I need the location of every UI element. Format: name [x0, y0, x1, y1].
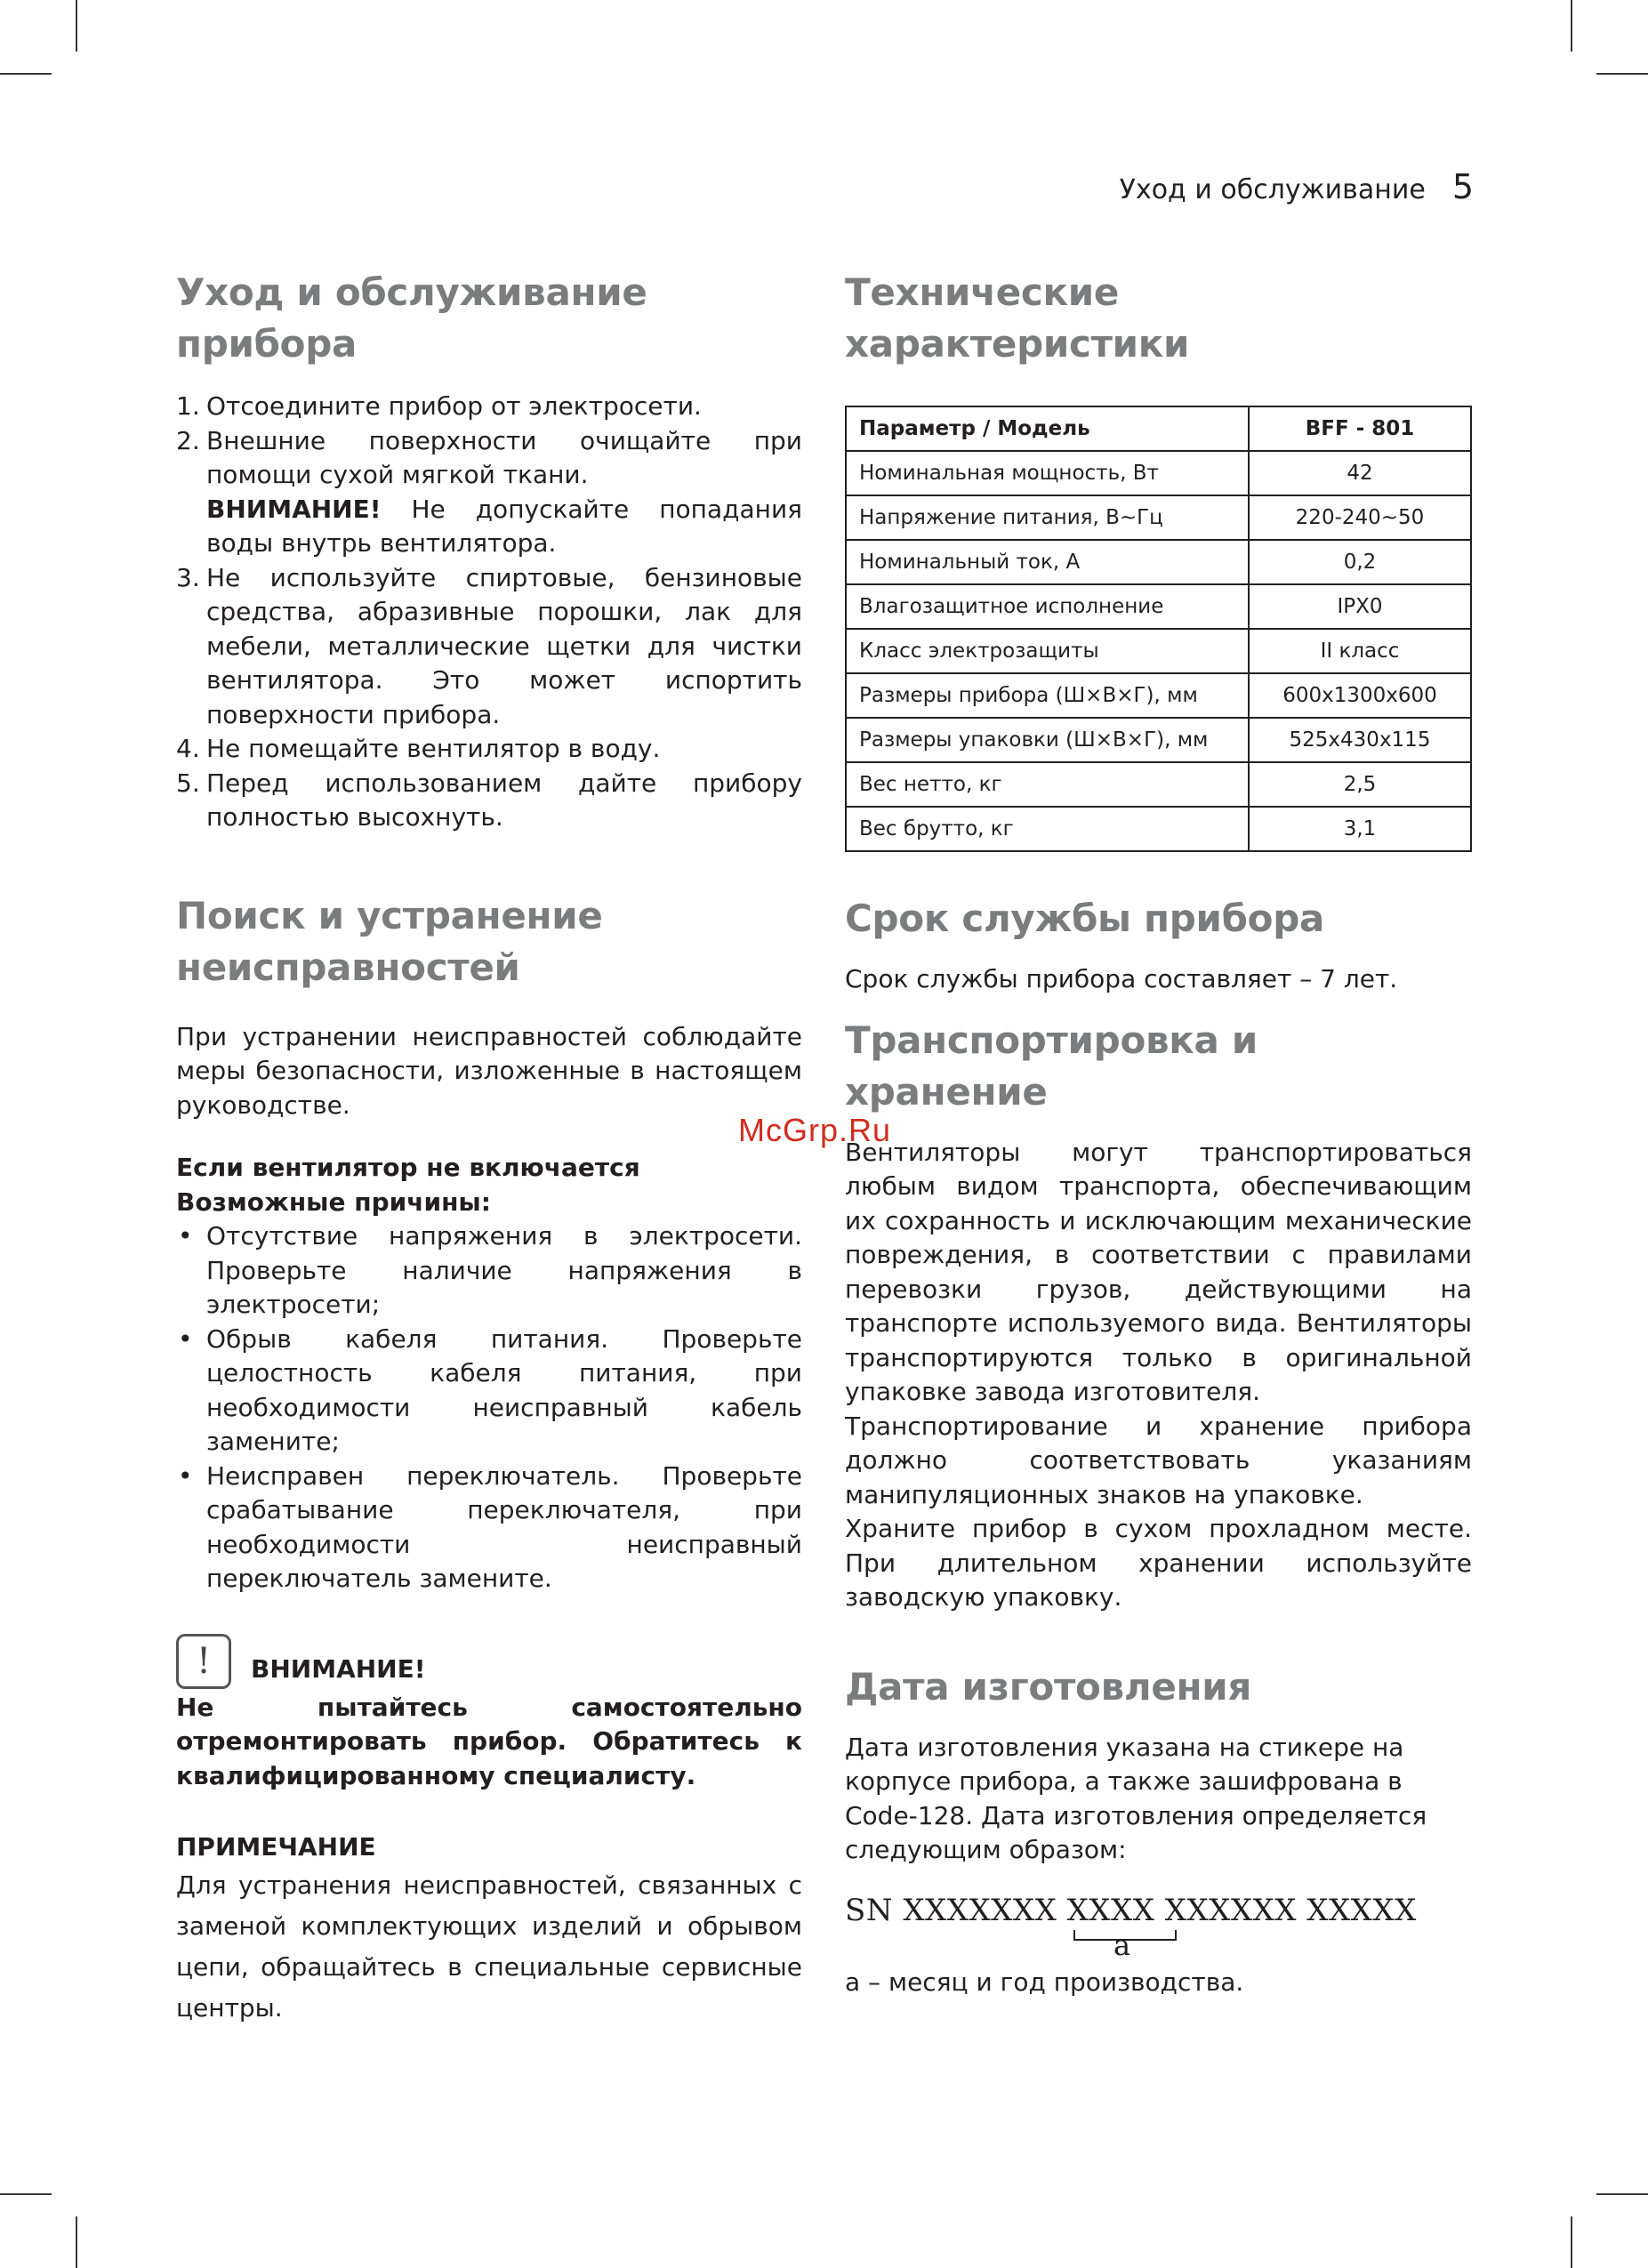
param-cell: Номинальная мощность, Вт: [846, 451, 1249, 495]
value-cell: 600x1300x600: [1249, 673, 1471, 718]
table-row: [846, 718, 1471, 762]
warning-text: Не допускайте попадания воды внутрь вентилятора.: [206, 494, 802, 558]
step-number: 4.: [176, 734, 200, 763]
header-cell-model: BFF - 801: [1249, 406, 1471, 451]
value-cell: 42: [1249, 451, 1471, 495]
value-cell: 2,5: [1249, 762, 1471, 807]
transport-paragraph-1: Вентиляторы могут транспортироваться любым видом транспорта, обеспечивающим их сохранность и исключающим механические повреждения, в соответствии с правилами перевозки грузов, действующими на транспорте используемого вида. Вентиляторы транспортируются только в оригинальной упаковке завода изготовителя.: [845, 1137, 1472, 1406]
causes-list: [176, 1219, 802, 1596]
list-item: [176, 1460, 802, 1596]
running-header: [1120, 167, 1474, 206]
table-row: [846, 762, 1471, 807]
table-row: [846, 451, 1471, 495]
left-column: [176, 267, 802, 2029]
list-item: [176, 561, 802, 733]
table-row: [846, 673, 1471, 718]
bullet: •: [178, 1221, 193, 1251]
warning-label: ВНИМАНИЕ!: [206, 494, 382, 524]
param-cell: Класс электрозащиты: [846, 629, 1249, 673]
table-row: [846, 540, 1471, 584]
step-number: 3.: [176, 562, 200, 592]
step-number: 1.: [176, 391, 200, 421]
value-cell: 220-240~50: [1249, 495, 1471, 540]
list-item: [176, 767, 802, 835]
step-text: Не помещайте вентилятор в воду.: [206, 734, 661, 763]
troubleshooting-intro: При устранении неисправностей соблюдайте меры безопасности, изложенные в настоящем руководстве.: [176, 1021, 802, 1120]
note-text: Для устранения неисправностей, связанных с заменой комплектующих изделий и обрывом цепи, обращайтесь в специальные сервисные центры.: [176, 1870, 802, 2023]
param-cell: Напряжение питания, В~Гц: [846, 495, 1249, 540]
date-marker: a: [1113, 1927, 1131, 1962]
crop-mark: [1596, 73, 1648, 75]
care-heading: Уход и обслуживание прибора: [176, 270, 647, 366]
note-title: ПРИМЕЧАНИЕ: [176, 1832, 376, 1862]
table-header-row: [846, 406, 1471, 451]
bullet: •: [178, 1460, 193, 1491]
step-text: Внешние поверхности очищайте при помощи сухой мягкой ткани.: [206, 425, 802, 489]
crop-mark: [76, 2216, 77, 2268]
manufacture-legend: а – месяц и год производства.: [845, 1966, 1244, 1997]
table-row: [846, 629, 1471, 673]
value-cell: 0,2: [1249, 540, 1471, 584]
right-column: [845, 267, 1472, 1999]
cause-text: Отсутствие напряжения в электросети. Проверьте наличие напряжения в электросети;: [206, 1221, 802, 1319]
list-item: [176, 1323, 802, 1460]
lifetime-text: Срок службы прибора составляет – 7 лет.: [845, 964, 1398, 993]
attention-block: [176, 1634, 802, 1794]
serial-pattern: SN XXXXXXX XXXX XXXXXX XXXXX: [845, 1892, 1417, 1928]
specs-heading: Технические характеристики: [845, 270, 1190, 366]
param-cell: Размеры упаковки (Ш×В×Г), мм: [846, 718, 1249, 762]
crop-mark: [76, 0, 77, 52]
crop-mark: [0, 73, 52, 75]
attention-label: ВНИМАНИЕ!: [251, 1653, 426, 1684]
transport-paragraph-3: Храните прибор в сухом прохладном месте. При длительном хранении используйте заводскую упаковку.: [845, 1514, 1472, 1612]
case-title: Если вентилятор не включается: [176, 1153, 640, 1182]
troubleshooting-heading: [176, 890, 802, 993]
list-item: [176, 732, 802, 767]
step-number: 2.: [176, 425, 200, 455]
table-row: [846, 584, 1471, 629]
cause-text: Неисправен переключатель. Проверьте срабатывание переключателя, при необходимости неисправный переключатель замените.: [206, 1460, 802, 1593]
step-number: 5.: [176, 768, 200, 798]
value-cell: 3,1: [1249, 807, 1471, 851]
heading-line: Поиск и устранение: [176, 893, 603, 937]
watermark: McGrp.Ru: [738, 1112, 892, 1148]
exclamation-icon: !: [176, 1634, 231, 1689]
list-item: [176, 1219, 802, 1323]
heading-line: неисправностей: [176, 945, 520, 989]
crop-mark: [1571, 0, 1572, 52]
causes-title: Возможные причины:: [176, 1186, 491, 1217]
list-item: [176, 424, 802, 561]
bullet: •: [178, 1323, 193, 1354]
section-title: Уход и обслуживание: [1119, 174, 1426, 205]
manufacture-text: Дата изготовления указана на стикере на корпусе прибора, а также зашифрована в Code-128. Дата изготовления определяется следующим образом:: [845, 1732, 1427, 1864]
transport-paragraph-2: Транспортирование и хранение прибора должно соответствовать указаниям манипуляционных знаков на упаковке.: [845, 1411, 1472, 1509]
step-text: Отсоедините прибор от электросети.: [206, 391, 702, 421]
crop-mark: [1571, 2216, 1572, 2268]
cause-text: Обрыв кабеля питания. Проверьте целостность кабеля питания, при необходимости неисправный кабель замените;: [206, 1323, 802, 1456]
step-text: Не используйте спиртовые, бензиновые средства, абразивные порошки, лак для мебели, металлические щетки для чистки вентилятора. Это может испортить поверхности прибора.: [206, 562, 802, 729]
page-number: 5: [1451, 167, 1474, 206]
param-cell: Номинальный ток, А: [846, 540, 1249, 584]
transport-heading: Транспортировка и хранение: [845, 1017, 1258, 1114]
crop-mark: [0, 2193, 52, 2195]
crop-mark: [1596, 2193, 1648, 2195]
attention-row: [176, 1634, 802, 1689]
param-cell: Вес брутто, кг: [846, 807, 1249, 851]
header-cell-param: Параметр / Модель: [846, 406, 1249, 451]
param-cell: Вес нетто, кг: [846, 762, 1249, 807]
value-cell: IPX0: [1249, 584, 1471, 629]
value-cell: 525x430x115: [1249, 718, 1471, 762]
table-row: [846, 495, 1471, 540]
manufacture-heading: Дата изготовления: [845, 1664, 1252, 1709]
value-cell: II класс: [1249, 629, 1471, 673]
care-steps: [176, 390, 802, 835]
lifetime-heading: Срок службы прибора: [845, 897, 1325, 940]
list-item: [176, 390, 802, 424]
param-cell: Размеры прибора (Ш×В×Г), мм: [846, 673, 1249, 718]
serial-diagram: [845, 1880, 1472, 1966]
attention-text: Не пытайтесь самостоятельно отремонтировать прибор. Обратитесь к квалифицированному специалисту.: [176, 1692, 802, 1790]
specs-table: [845, 406, 1472, 852]
table-row: [846, 807, 1471, 851]
param-cell: Влагозащитное исполнение: [846, 584, 1249, 629]
step-text: Перед использованием дайте прибору полностью высохнуть.: [206, 768, 802, 832]
